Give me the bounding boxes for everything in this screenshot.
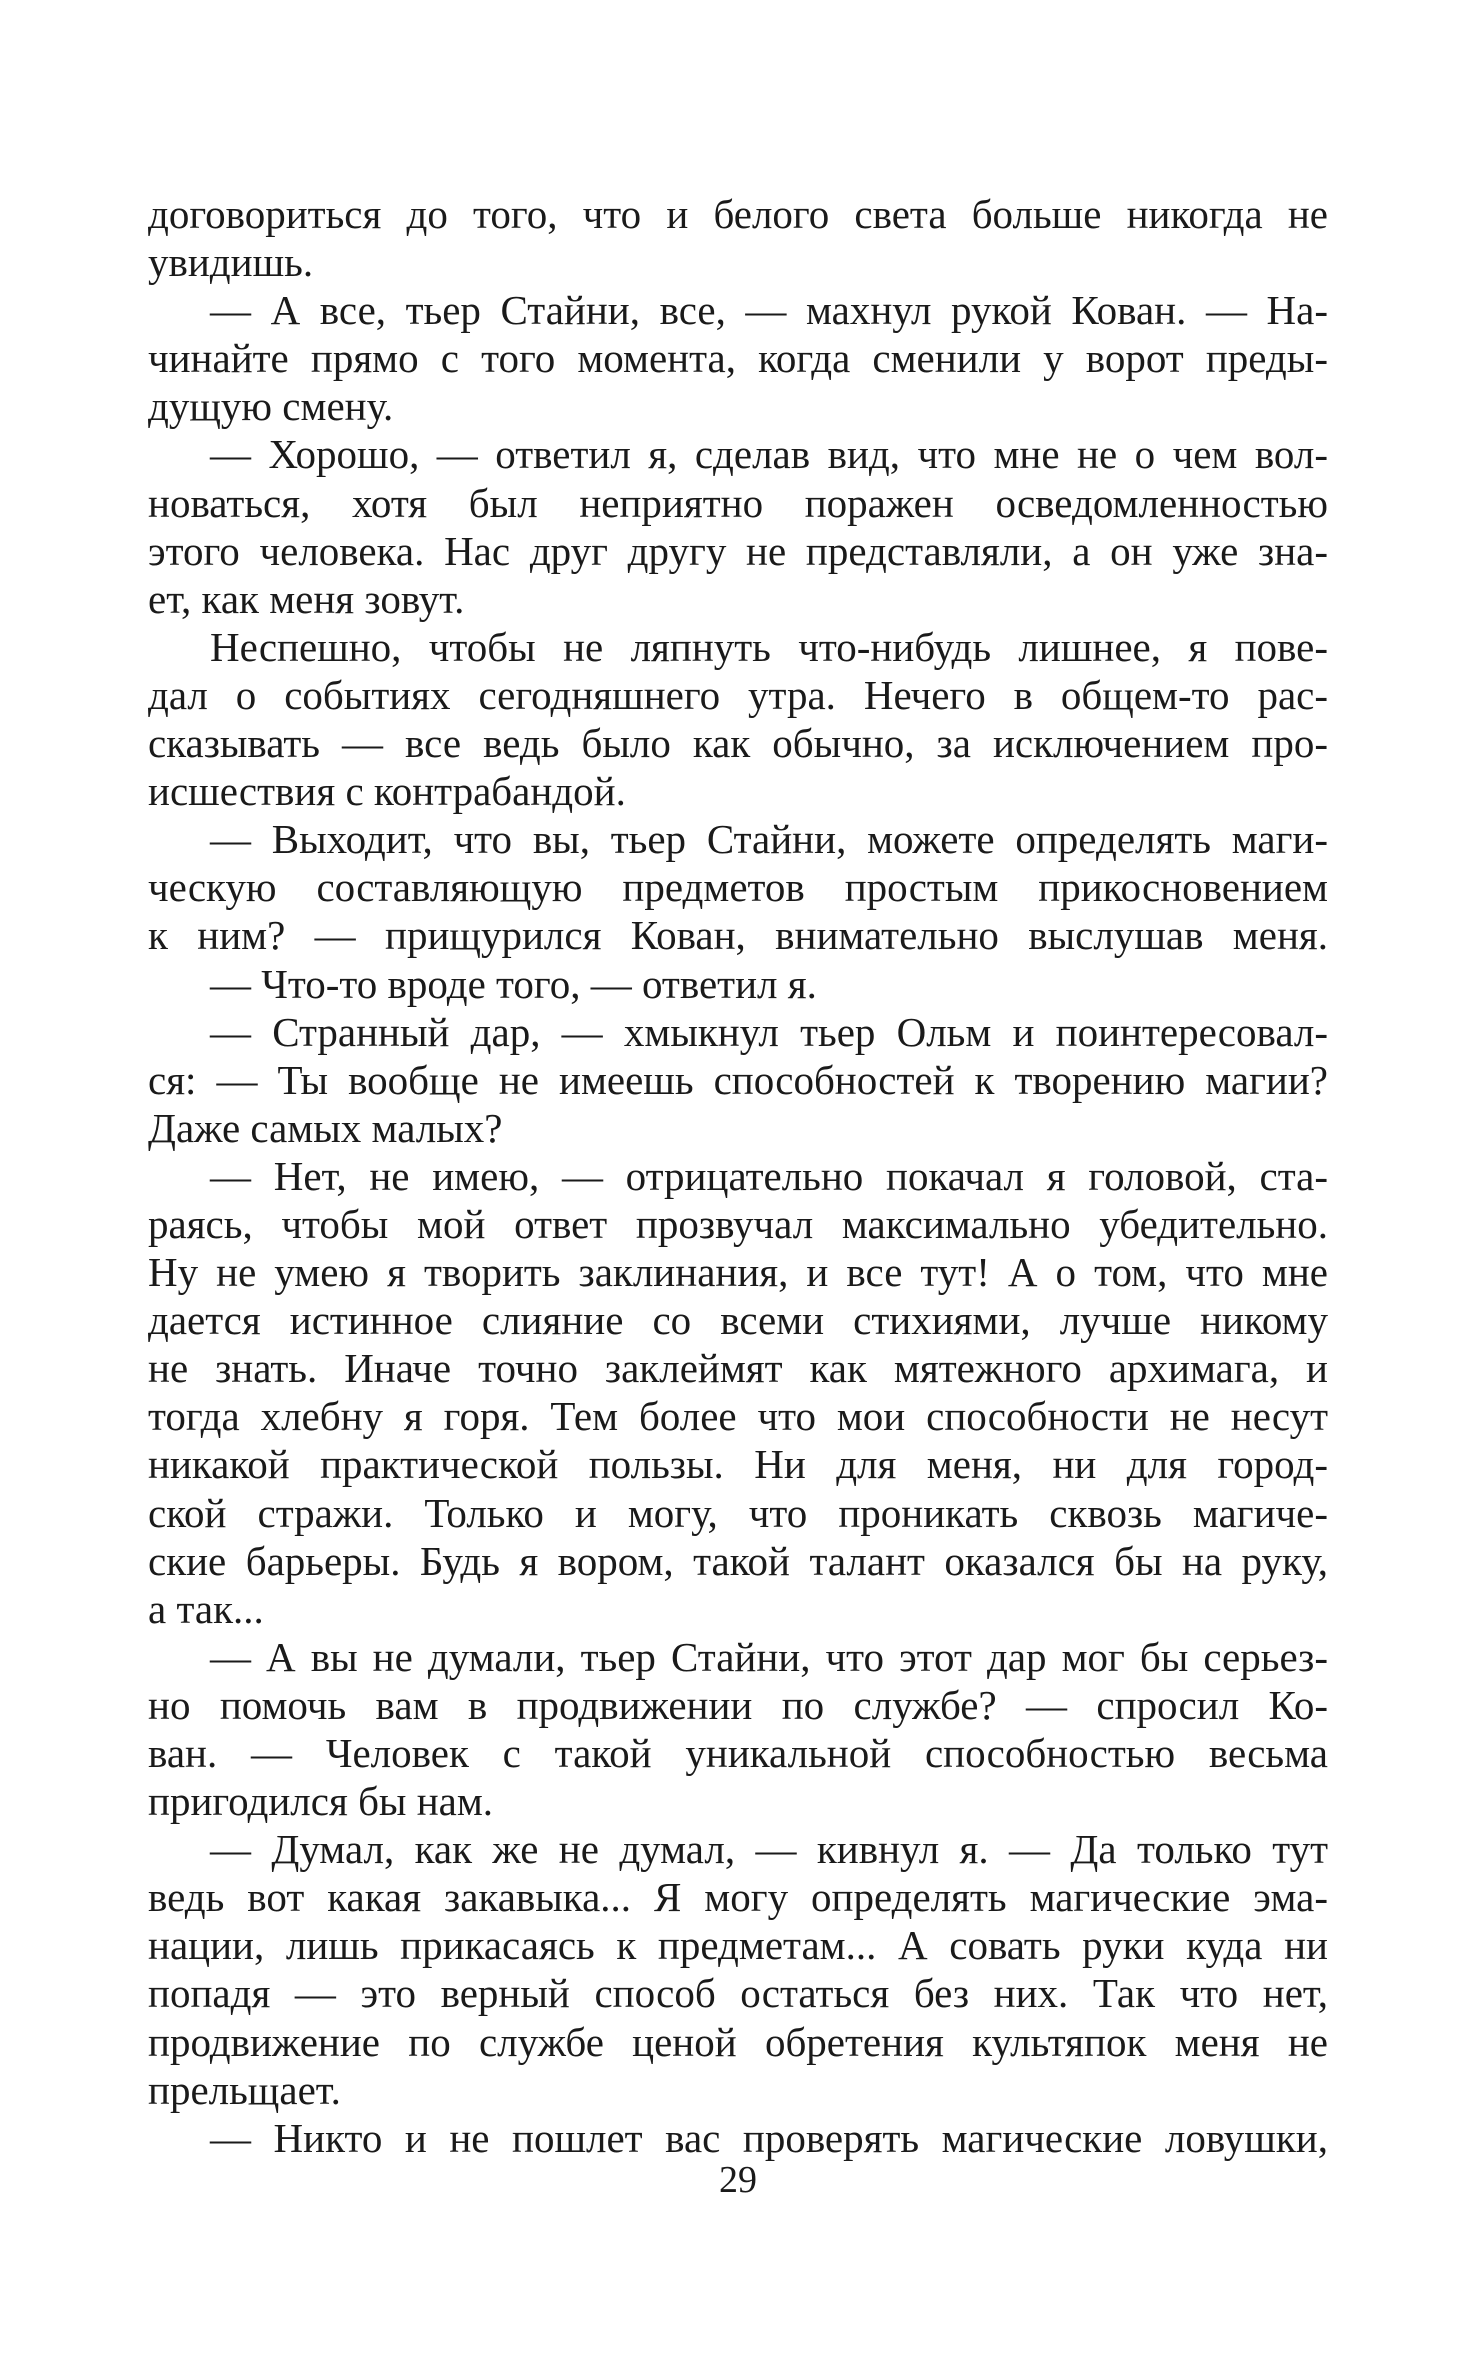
text-line-16: к ним? — прищурился Кован, внимательно выслушав меня.: [148, 912, 1328, 959]
text-line-17: — Что-то вроде того, — ответил я.: [210, 960, 817, 1007]
text-line-39: продвижение по службе ценой обретения культяпок меня не: [148, 2018, 1328, 2065]
text-line-40: прельщает.: [148, 2066, 341, 2113]
text-line-5: дущую смену.: [148, 383, 394, 430]
text-line-2: увидишь.: [148, 239, 314, 286]
text-line-12: сказывать — все ведь было как обычно, за исключением про-: [148, 720, 1328, 767]
text-line-13: исшествия с контрабандой.: [148, 768, 626, 815]
text-line-25: не знать. Иначе точно заклеймят как мятежного архимага, и: [148, 1345, 1328, 1392]
text-line-24: дается истинное слияние со всеми стихиями, лучше никому: [148, 1297, 1328, 1344]
text-line-15: ческую составляющую предметов простым прикосновением: [148, 864, 1328, 911]
text-line-35: — Думал, как же не думал, — кивнул я. — Да только тут: [210, 1826, 1328, 1873]
text-line-1: договориться до того, что и белого света больше никогда не: [148, 191, 1328, 237]
text-line-7: новаться, хотя был неприятно поражен осведомленностью: [148, 479, 1328, 526]
text-line-31: — А вы не думали, тьер Стайни, что этот дар мог бы серьез-: [210, 1633, 1328, 1680]
text-line-38: попадя — это верный способ остаться без них. Так что нет,: [148, 1970, 1328, 2017]
text-line-11: дал о событиях сегодняшнего утра. Нечего в общем-то рас-: [148, 671, 1328, 718]
text-line-33: ван. — Человек с такой уникальной способностью весьма: [148, 1730, 1328, 1776]
text-line-26: тогда хлебну я горя. Тем более что мои способности не несут: [148, 1393, 1328, 1440]
text-line-19: ся: — Ты вообще не имеешь способностей к творению магии?: [148, 1056, 1328, 1103]
text-line-6: — Хорошо, — ответил я, сделав вид, что мне не о чем вол-: [210, 431, 1328, 478]
text-line-30: а так...: [148, 1585, 264, 1632]
page-text: [148, 190, 1328, 2162]
text-line-37: нации, лишь прикасаясь к предметам... А совать руки куда ни: [148, 1922, 1328, 1969]
text-line-9: ет, как меня зовут.: [148, 575, 465, 622]
text-line-18: — Странный дар, — хмыкнул тьер Ольм и поинтересовал-: [210, 1008, 1328, 1055]
text-line-29: ские барьеры. Будь я вором, такой талант оказался бы на руку,: [148, 1537, 1328, 1584]
page-number: 29: [719, 2159, 757, 2201]
text-line-22: раясь, чтобы мой ответ прозвучал максимально убедительно.: [148, 1200, 1328, 1247]
text-line-41: — Никто и не пошлет вас проверять магические ловушки,: [210, 2114, 1328, 2161]
text-line-10: Неспешно, чтобы не ляпнуть что-нибудь лишнее, я пове-: [210, 623, 1328, 670]
text-line-21: — Нет, не имею, — отрицательно покачал я головой, ста-: [210, 1152, 1328, 1199]
text-line-28: ской стражи. Только и могу, что проникать сквозь магиче-: [148, 1489, 1328, 1536]
text-line-36: ведь вот какая закавыка... Я могу определять магические эма-: [148, 1874, 1328, 1921]
text-line-3: — А все, тьер Стайни, все, — махнул рукой Кован. — На-: [210, 287, 1328, 334]
text-line-8: этого человека. Нас друг другу не представляли, а он уже зна-: [148, 527, 1328, 574]
text-line-4: чинайте прямо с того момента, когда сменили у ворот преды-: [148, 335, 1328, 382]
text-line-32: но помочь вам в продвижении по службе? — спросил Ко-: [148, 1681, 1328, 1728]
text-line-27: никакой практической пользы. Ни для меня, ни для город-: [148, 1441, 1328, 1488]
text-line-20: Даже самых малых?: [148, 1104, 503, 1151]
text-line-14: — Выходит, что вы, тьер Стайни, можете определять маги-: [210, 816, 1328, 863]
text-line-23: Ну не умею я творить заклинания, и все тут! А о том, что мне: [148, 1249, 1328, 1296]
text-line-34: пригодился бы нам.: [148, 1778, 494, 1825]
